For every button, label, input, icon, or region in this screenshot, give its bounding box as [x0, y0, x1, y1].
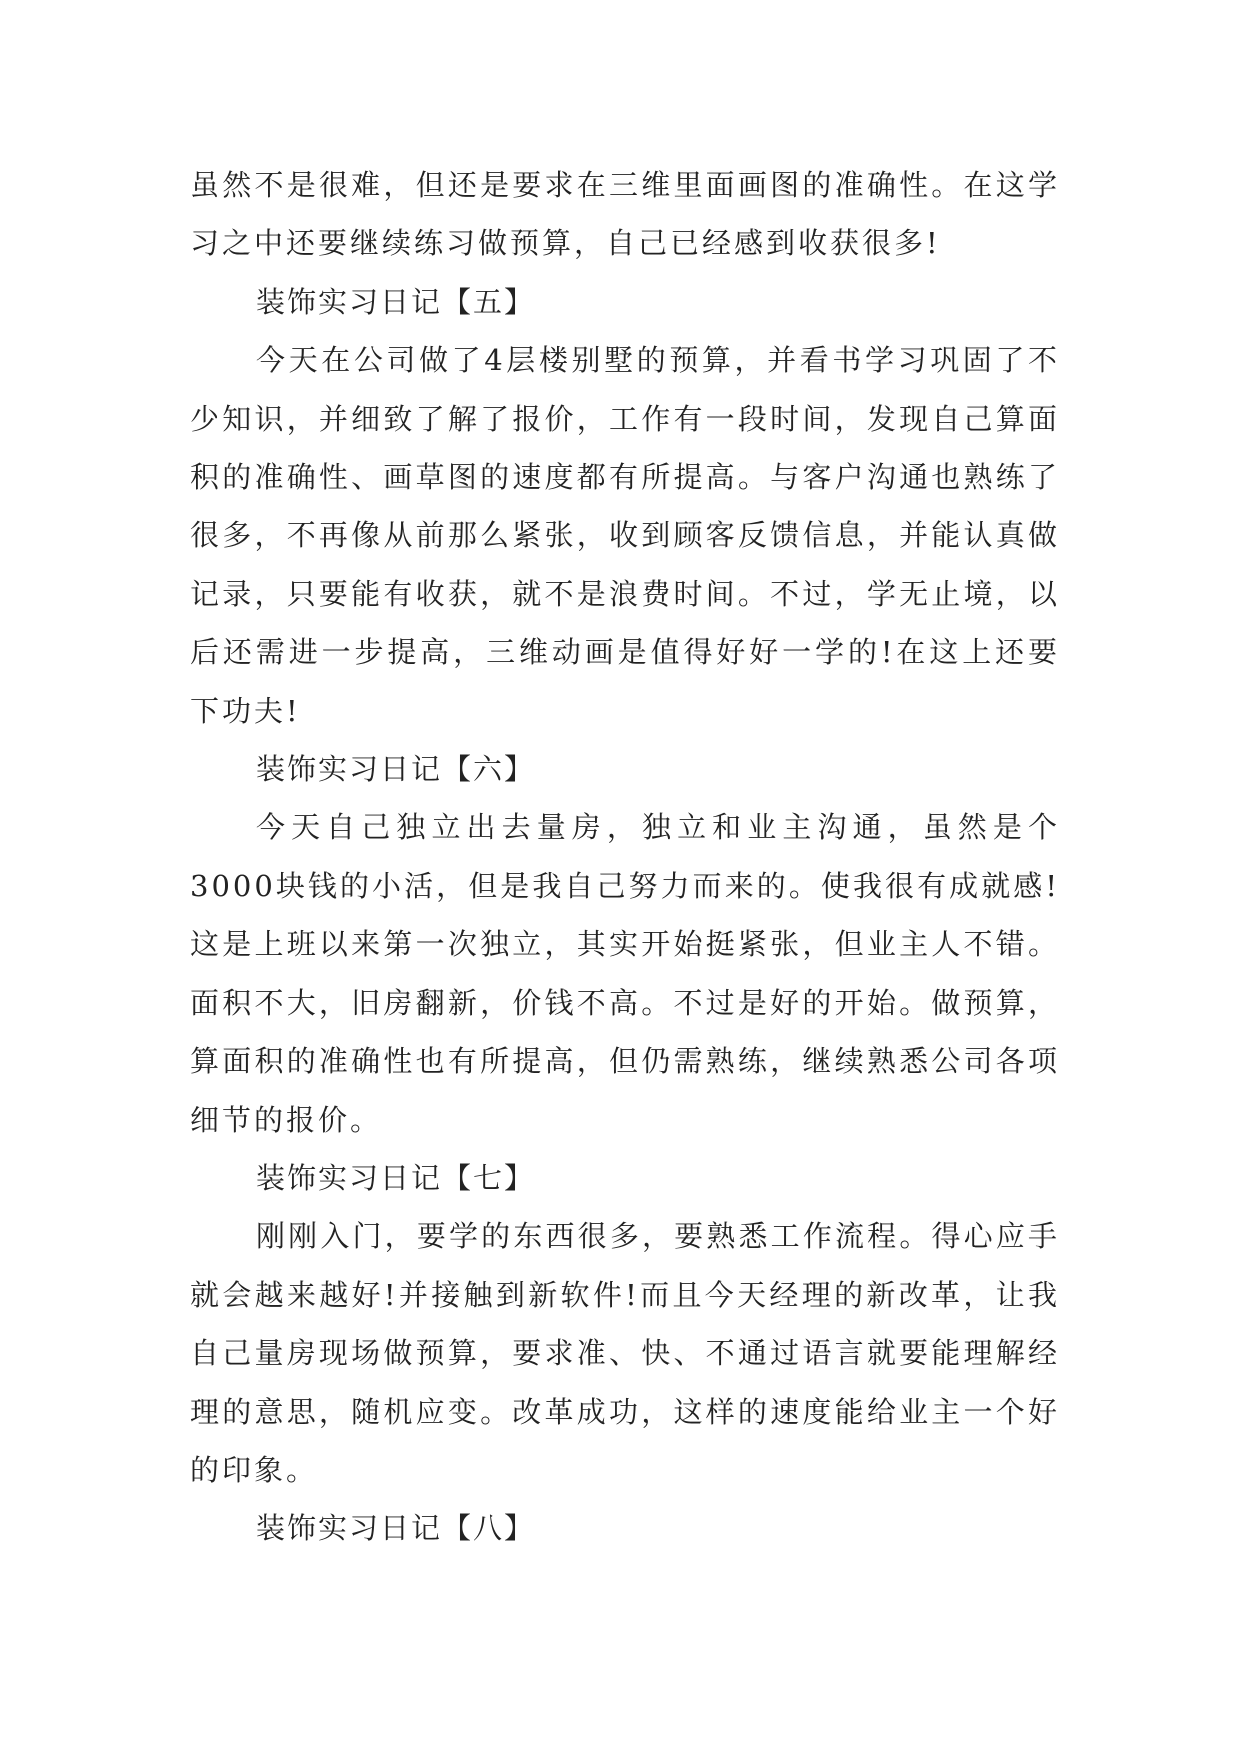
document-page [190, 156, 1060, 1558]
paragraph-diary-7: 刚刚入门，要学的东西很多，要熟悉工作流程。得心应手就会越来越好!并接触到新软件!而且今天经理的新改革，让我自己量房现场做预算，要求准、快、不通过语言就要能理解经理的意思，随机应变。改革成功，这样的速度能给业主一个好的印象。 [190, 1219, 1060, 1487]
paragraph-continuation: 虽然不是很难，但还是要求在三维里面画图的准确性。在这学习之中还要继续练习做预算，自己已经感到收获很多! [190, 168, 1060, 261]
diary-heading-8: 装饰实习日记【八】 [256, 1511, 536, 1546]
diary-heading-6: 装饰实习日记【六】 [256, 752, 536, 787]
paragraph-diary-5: 今天在公司做了4层楼别墅的预算，并看书学习巩固了不少知识，并细致了解了报价，工作有一段时间，发现自己算面积的准确性、画草图的速度都有所提高。与客户沟通也熟练了很多，不再像从前那么紧张，收到顾客反馈信息，并能认真做记录，只要能有收获，就不是浪费时间。不过，学无止境，以后还需进一步提高，三维动画是值得好好一学的!在这上还要下功夫! [190, 343, 1060, 728]
paragraph-diary-6: 今天自己独立出去量房，独立和业主沟通，虽然是个3000块钱的小活，但是我自己努力而来的。使我很有成就感!这是上班以来第一次独立，其实开始挺紧张，但业主人不错。面积不大，旧房翻新，价钱不高。不过是好的开始。做预算，算面积的准确性也有所提高，但仍需熟练，继续熟悉公司各项细节的报价。 [190, 810, 1060, 1137]
diary-heading-5: 装饰实习日记【五】 [256, 284, 536, 319]
diary-heading-7: 装饰实习日记【七】 [256, 1160, 536, 1195]
